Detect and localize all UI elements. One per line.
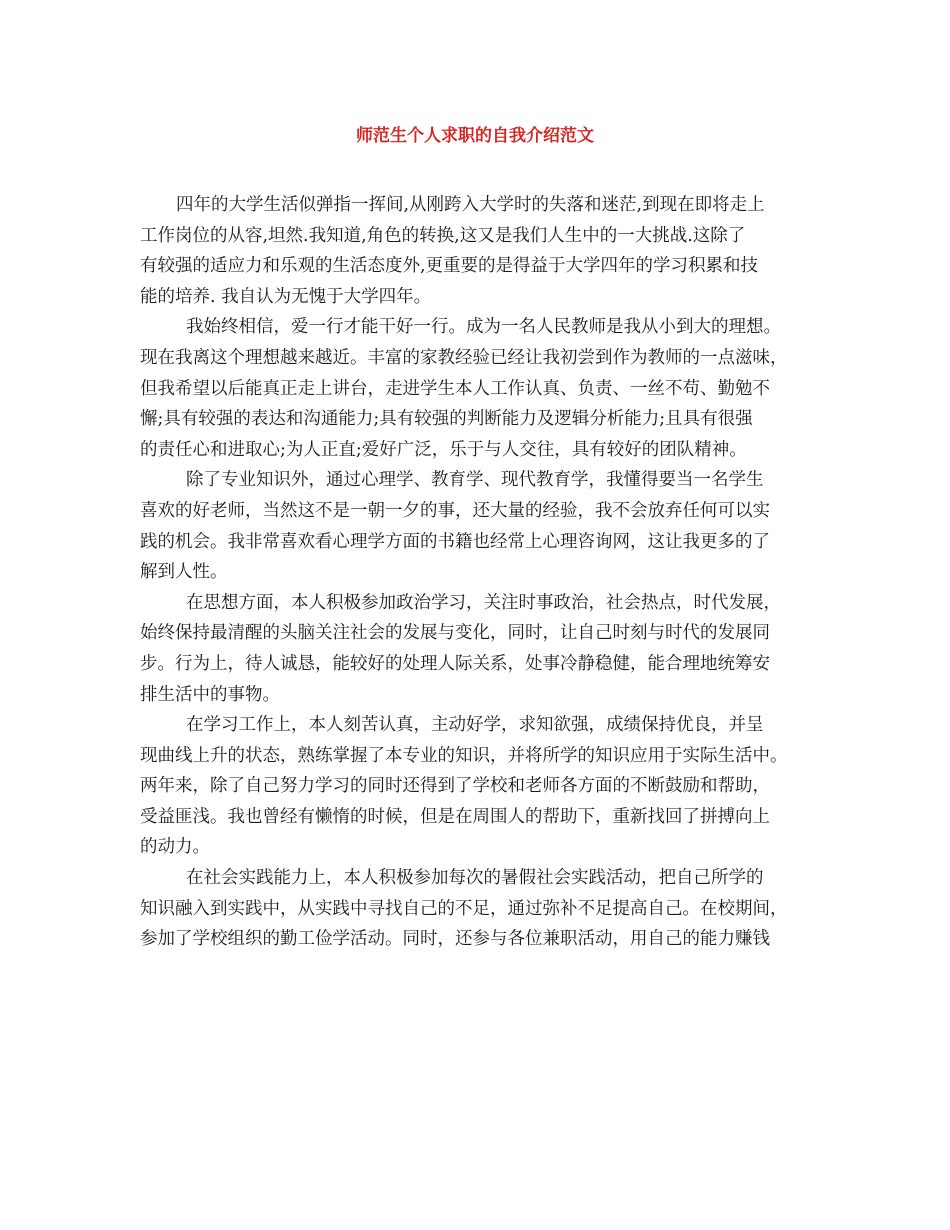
text-line: 步。行为上，待人诚恳，能较好的处理人际关系，处事冷静稳健，能合理地统筹安 [140, 653, 770, 674]
paragraph-6 [140, 863, 820, 955]
text-line: 受益匪浅。我也曾经有懒惰的时候，但是在周围人的帮助下，重新找回了拼搏向上 [140, 806, 770, 827]
text-line: 我始终相信，爱一行才能干好一行。成为一名人民教师是我从小到大的理想。 [186, 317, 781, 338]
text-line: 但我希望以后能真正走上讲台，走进学生本人工作认真、负责、一丝不苟、勤勉不 [140, 378, 770, 399]
text-line: 在学习工作上，本人刻苦认真，主动好学，求知欲强，成绩保持优良，并呈 [186, 715, 764, 736]
paragraph-5 [140, 710, 820, 863]
text-line: 有较强的适应力和乐观的生活态度外,更重要的是得益于大学四年的学习积累和技 [140, 256, 759, 277]
text-line: 两年来，除了自己努力学习的同时还得到了学校和老师各方面的不断鼓励和帮助， [140, 776, 770, 797]
text-line: 践的机会。我非常喜欢看心理学方面的书籍也经常上心理咨询网，这让我更多的了 [140, 531, 770, 552]
paragraph-1 [140, 190, 820, 312]
text-line: 排生活中的事物。 [140, 684, 280, 705]
text-line: 知识融入到实践中，从实践中寻找自己的不足，通过弥补不足提高自己。在校期间， [140, 898, 788, 919]
text-line: 现在我离这个理想越来越近。丰富的家教经验已经让我初尝到作为教师的一点滋味， [140, 347, 788, 368]
text-line: 四年的大学生活似弹指一挥间,从刚跨入大学时的失落和迷茫,到现在即将走上 [176, 195, 765, 215]
text-line: 的动力。 [140, 837, 210, 858]
text-line: 现曲线上升的状态，熟练掌握了本专业的知识，并将所学的知识应用于实际生活中。 [140, 745, 788, 766]
document-title: 师范生个人求职的自我介绍范文 [356, 126, 594, 146]
text-line: 始终保持最清醒的头脑关注社会的发展与变化，同时，让自己时刻与时代的发展同 [140, 623, 770, 644]
paragraph-2 [140, 312, 820, 465]
text-line: 工作岗位的从容,坦然.我知道,角色的转换,这又是我们人生中的一大挑战.这除了 [140, 225, 746, 246]
text-line: 参加了学校组织的勤工俭学活动。同时，还参与各位兼职活动，用自己的能力赚钱 [140, 929, 770, 950]
paragraph-4 [140, 588, 820, 710]
text-line: 除了专业知识外，通过心理学、教育学、现代教育学，我懂得要当一名学生 [186, 470, 764, 491]
text-line: 能的培养. 我自认为无愧于大学四年。 [140, 286, 432, 307]
text-line: 在社会实践能力上，本人积极参加每次的暑假社会实践活动，把自己所学的 [186, 868, 764, 889]
text-line: 喜欢的好老师，当然这不是一朝一夕的事，还大量的经验，我不会放弃任何可以实 [140, 500, 770, 521]
text-line: 解到人性。 [140, 562, 228, 583]
text-line: 的责任心和进取心;为人正直;爱好广泛，乐于与人交往，具有较好的团队精神。 [140, 439, 747, 460]
paragraph-3 [140, 465, 820, 587]
text-line: 懈;具有较强的表达和沟通能力;具有较强的判断能力及逻辑分析能力;且具有很强 [140, 409, 753, 430]
document-body [140, 190, 820, 955]
text-line: 在思想方面，本人积极参加政治学习，关注时事政治，社会热点，时代发展， [186, 592, 781, 613]
